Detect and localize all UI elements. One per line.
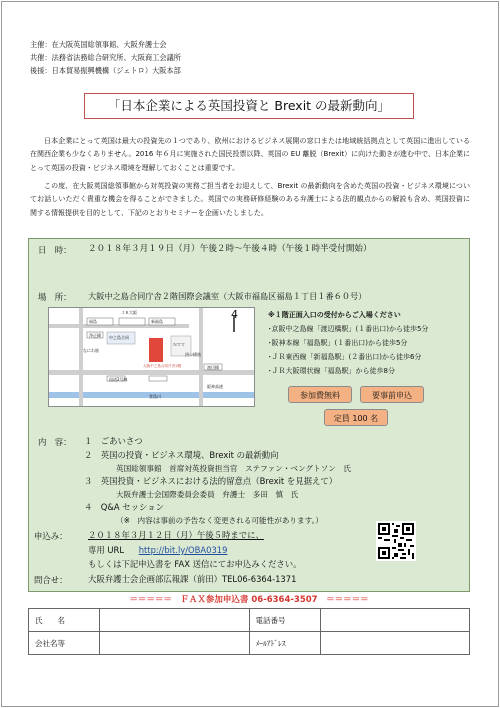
access-note: ※１階正面入口の受付からご入場ください — [268, 311, 401, 319]
fax-instruction: もしくは下記申込書を FAX 送信にてお申込みください。 — [88, 559, 302, 569]
map-label-naniwasuji: なにわ筋 — [83, 348, 99, 353]
date-label: 日 時： — [38, 245, 72, 255]
map-label-venue: 大阪中之島合同庁舎2階 — [143, 364, 182, 368]
program-item-3: ３ 英国投資・ビジネスにおける法的留意点（Brexit を見据えて） — [84, 476, 338, 486]
program-item-1: １ ごあいさつ — [84, 436, 143, 446]
organizer-support: 後援：日本貿易振興機構（ジェトロ）大阪本部 — [30, 66, 181, 75]
contact-info: 大阪弁護士会企画部広報課（前田）TEL06-6364-1371 — [88, 574, 297, 584]
map-label-nakanoshima: 中之島合同 — [109, 335, 129, 340]
map-label-north: 4 — [231, 308, 238, 321]
map-label-fukushima: 福島 — [89, 319, 97, 324]
map-label-route2: 国道2号線 — [109, 377, 128, 382]
map-label-jr-osaka: ＪＲ大阪 — [121, 310, 137, 315]
form-label-phone: 電話番号 — [249, 609, 320, 632]
organizer-host: 主催：在大阪英国総領事館、大阪弁護士会 — [30, 40, 167, 49]
application-form — [28, 608, 470, 655]
map-label-dojimagawa: 堂島川 — [149, 394, 161, 399]
qr-code[interactable] — [376, 521, 416, 561]
qr-code-graphic — [376, 521, 416, 561]
program-item-2-speaker: 英国総領事館 首席対英投資担当官 ステファン・ベングトソン 氏 — [116, 464, 351, 473]
program-item-3-speaker: 大阪弁護士会国際委員会委員 弁護士 多田 慎 氏 — [116, 490, 299, 499]
program-item-2: ２ 英国の投資・ビジネス環境、Brexit の最新動向 — [84, 450, 279, 460]
access-line-1: ･京阪中之島線「渡辺橋駅」(１番出口)から徒歩5分 — [268, 325, 429, 333]
reserve-badge: 要事前申込 — [360, 386, 424, 403]
place-label: 場 所： — [38, 292, 72, 302]
form-label-name: 氏 名 — [29, 609, 100, 632]
form-field-company[interactable] — [100, 632, 250, 655]
map-label-shinfukushima: 新福島 — [151, 319, 163, 324]
free-badge: 参加費無料 — [288, 386, 352, 403]
contact-label: 問合せ： — [34, 575, 68, 585]
map-label-joshobashi: 浄正橋 — [89, 333, 101, 338]
intro-paragraph-1: 日本企業にとって英国は最大の投資先の１つであり、欧州におけるビジネス展開の窓口または地域統括拠点として英国に進出している在関西企業も少なくありません。2016 年６月に実施された国民投票以降、英国の EU 離脱（Brexit）に向けた動きが進む中で、日本企業にとって英国の投資・ビジネス環境を理解しておくことは重要です。 — [30, 137, 470, 172]
registration-link[interactable]: http://bit.ly/OBA0319 — [138, 545, 228, 555]
application-label: 申込み： — [34, 531, 68, 541]
access-line-3: ･ＪＲ東西線「新福島駅」(２番出口)から徒歩6分 — [268, 353, 422, 361]
url-label: 専用 URL — [88, 545, 125, 555]
map-label-watanabebashi: 渡辺橋 — [207, 365, 219, 370]
place-value: 大阪中之島合同庁舎２階国際会議室（大阪市福島区福島１丁目１番６０号） — [88, 291, 367, 301]
application-url-line — [88, 545, 227, 556]
form-field-phone[interactable] — [320, 609, 470, 632]
program-item-4: ４ Q&A セッション — [84, 502, 164, 512]
map-label-yotsubashi: 四つ橋筋 — [185, 352, 201, 357]
form-field-name[interactable] — [100, 609, 250, 632]
access-line-4: ･ＪＲ大阪環状線「福島駅」から徒歩8分 — [268, 367, 395, 375]
page-title: 「日本企業による英国投資と Brexit の最新動向」 — [84, 93, 414, 119]
capacity-badge: 定員 100 名 — [324, 409, 388, 426]
application-deadline: ２０１８年３月１２日（月）午後５時までに、 — [88, 530, 264, 540]
form-field-email[interactable] — [320, 632, 470, 655]
access-map — [48, 307, 255, 407]
access-line-2: ･阪神本線「福島駅」(１番出口)から徒歩5分 — [268, 339, 408, 347]
date-value: ２０１８年３月１９日（月）午後２時〜午後４時（午後１時半受付開始） — [88, 244, 372, 254]
form-label-email: ﾒｰﾙｱﾄﾞﾚｽ — [249, 632, 320, 655]
program-note: （※ 内容は事前の予告なく変更される可能性があります。） — [116, 516, 323, 525]
intro-paragraph-2: この度、在大阪英国総領事館から対英投資の実務ご担当者をお迎えして、Brexit の最新動向を含めた英国の投資・ビジネス環境についてお話しいただく貴重な機会を得ることができました。英国での実務研修経験のある弁護士による法的観点からの解説も含め、英国投資に関する情報提供を目的として、下記のとおりセミナーを企画いたしました。 — [30, 182, 470, 217]
map-label-ntt: ＮＴＴ — [173, 342, 185, 347]
fax-application-header: ＝＝＝＝＝ ＦＡＸ参加申込書 06-6364-3507 ＝＝＝＝＝ — [129, 595, 369, 605]
organizer-cohost: 共催：法務省法務総合研究所、大阪商工会議所 — [30, 53, 181, 62]
map-label-hanshin: 阪神高速 — [207, 384, 223, 389]
form-label-company: 会社名等 — [29, 632, 100, 655]
venue-building — [149, 338, 163, 362]
program-label: 内 容： — [38, 437, 72, 447]
